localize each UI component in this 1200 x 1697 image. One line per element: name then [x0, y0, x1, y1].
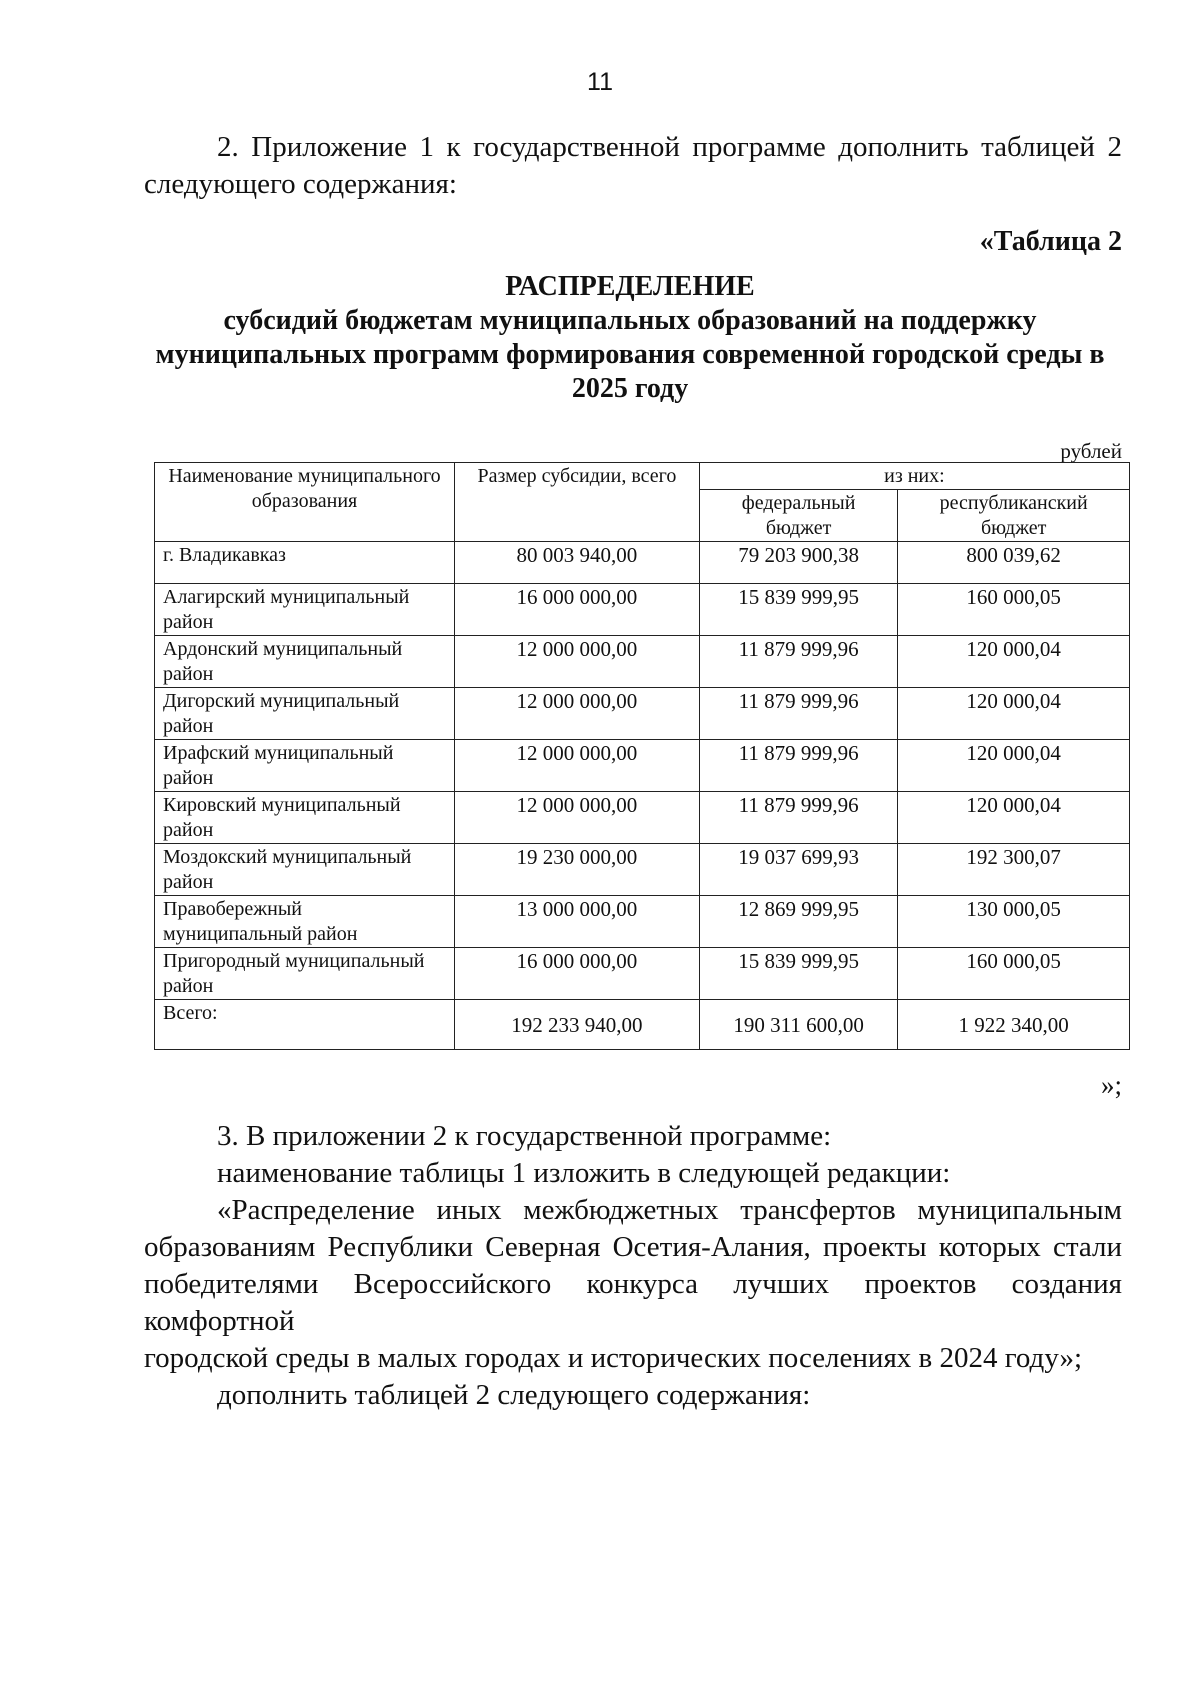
row-republic: 160 000,05	[898, 948, 1130, 1000]
row-total: 13 000 000,00	[455, 896, 700, 948]
table-header-row	[155, 463, 1130, 490]
total-federal: 190 311 600,00	[699, 1000, 898, 1050]
section3-line-1: 3. В приложении 2 к государственной программе:	[217, 1120, 832, 1152]
row-federal: 79 203 900,38	[699, 542, 898, 584]
row-federal: 11 879 999,96	[699, 688, 898, 740]
total-label: Всего:	[155, 1000, 455, 1050]
table-row	[155, 688, 1130, 740]
section3-quote-line-3: победителями Всероссийского конкурса лучших проектов создания комфортной	[144, 1268, 1122, 1337]
row-republic: 120 000,04	[898, 688, 1130, 740]
closing-mark: »;	[1100, 1070, 1122, 1100]
page-number: 11	[587, 68, 613, 96]
title-line-1: РАСПРЕДЕЛЕНИЕ	[505, 271, 755, 302]
title-line-2: субсидий бюджетам муниципальных образований на поддержку	[223, 305, 1037, 336]
header-republic: республиканский бюджет	[898, 490, 1130, 542]
row-name: Пригородный муниципальный район	[155, 948, 455, 1000]
row-republic: 130 000,05	[898, 896, 1130, 948]
row-name: Дигорский муниципальный район	[155, 688, 455, 740]
row-federal: 12 869 999,95	[699, 896, 898, 948]
table-row	[155, 584, 1130, 636]
table-total-row	[155, 1000, 1130, 1050]
row-republic: 120 000,04	[898, 792, 1130, 844]
table-row	[155, 844, 1130, 896]
table-title	[130, 270, 1130, 406]
table-row	[155, 636, 1130, 688]
row-republic: 120 000,04	[898, 740, 1130, 792]
row-total: 12 000 000,00	[455, 740, 700, 792]
row-republic: 800 039,62	[898, 542, 1130, 584]
section3-line-2: наименование таблицы 1 изложить в следующей редакции:	[217, 1157, 951, 1189]
row-total: 16 000 000,00	[455, 948, 700, 1000]
row-total: 16 000 000,00	[455, 584, 700, 636]
total-republic: 1 922 340,00	[898, 1000, 1130, 1050]
row-republic: 192 300,07	[898, 844, 1130, 896]
intro-line-1: 2. Приложение 1 к государственной программе дополнить таблицей 2	[217, 131, 1122, 163]
section3-quote-line-4: городской среды в малых городах и исторических поселениях в 2024 году»;	[144, 1342, 1083, 1374]
title-line-4: 2025 году	[571, 373, 689, 404]
row-name: Моздокский муниципальный район	[155, 844, 455, 896]
total-sum: 192 233 940,00	[455, 1000, 700, 1050]
row-total: 12 000 000,00	[455, 792, 700, 844]
table-row	[155, 792, 1130, 844]
section3-line-last: дополнить таблицей 2 следующего содержания:	[217, 1379, 811, 1411]
row-total: 19 230 000,00	[455, 844, 700, 896]
row-federal: 19 037 699,93	[699, 844, 898, 896]
units-label: рублей	[1060, 439, 1122, 463]
section-3	[144, 1118, 1122, 1414]
row-federal: 15 839 999,95	[699, 948, 898, 1000]
row-federal: 15 839 999,95	[699, 584, 898, 636]
row-republic: 120 000,04	[898, 636, 1130, 688]
row-federal: 11 879 999,96	[699, 636, 898, 688]
row-federal: 11 879 999,96	[699, 740, 898, 792]
section3-quote-line-2: образованиям Республики Северная Осетия-Алания, проекты которых стали	[144, 1231, 1122, 1263]
subsidies-table	[154, 462, 1130, 1050]
header-name: Наименование муниципального образования	[155, 463, 455, 542]
table-row	[155, 542, 1130, 584]
row-name: г. Владикавказ	[155, 542, 455, 584]
section3-quote-line-1: «Распределение иных межбюджетных трансфертов муниципальным	[217, 1194, 1122, 1226]
table-row	[155, 896, 1130, 948]
table-caption: «Таблица 2	[979, 226, 1122, 257]
row-name: Ардонский муниципальный район	[155, 636, 455, 688]
header-of-which: из них:	[699, 463, 1129, 490]
row-republic: 160 000,05	[898, 584, 1130, 636]
row-total: 80 003 940,00	[455, 542, 700, 584]
intro-line-2: следующего содержания:	[144, 168, 457, 200]
intro-paragraph	[144, 129, 1122, 203]
row-federal: 11 879 999,96	[699, 792, 898, 844]
header-federal: федеральный бюджет	[699, 490, 898, 542]
row-name: Ирафский муниципальный район	[155, 740, 455, 792]
header-total: Размер субсидии, всего	[455, 463, 700, 542]
row-name: Правобережный муниципальный район	[155, 896, 455, 948]
row-total: 12 000 000,00	[455, 636, 700, 688]
row-name: Кировский муниципальный район	[155, 792, 455, 844]
table-row	[155, 740, 1130, 792]
table-row	[155, 948, 1130, 1000]
row-total: 12 000 000,00	[455, 688, 700, 740]
row-name: Алагирский муниципальный район	[155, 584, 455, 636]
title-line-3: муниципальных программ формирования современной городской среды в	[155, 339, 1105, 370]
